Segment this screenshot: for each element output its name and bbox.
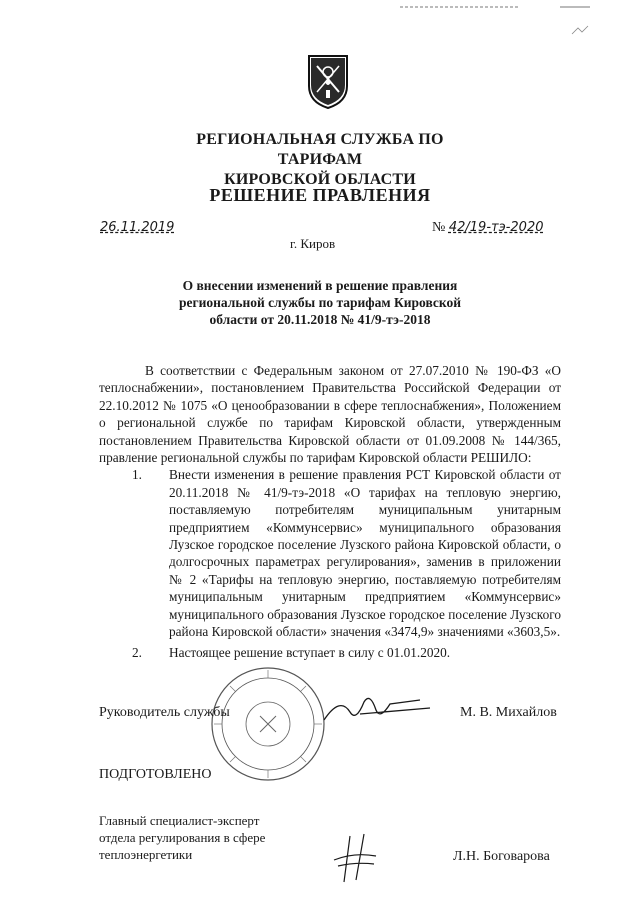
preparer-position-line3: теплоэнергетики bbox=[99, 847, 193, 862]
subject-line2: региональной службы по тарифам Кировской bbox=[178, 295, 462, 310]
signer-position: Руководитель службы bbox=[99, 705, 230, 720]
list-item-number: 1. bbox=[132, 467, 142, 483]
number-sign: № bbox=[432, 220, 446, 235]
list-item-number: 2. bbox=[132, 644, 142, 660]
organization-name bbox=[160, 130, 480, 190]
preparer-position-line1: Главный специалист-эксперт bbox=[99, 813, 260, 828]
coat-of-arms-emblem bbox=[305, 52, 351, 110]
decision-subject bbox=[170, 277, 470, 328]
document-type-title: РЕШЕНИЕ ПРАВЛЕНИЯ bbox=[209, 185, 431, 205]
official-stamp bbox=[208, 664, 328, 784]
subject-line1: О внесении изменений в решение правления bbox=[182, 278, 458, 293]
list-item bbox=[99, 644, 561, 661]
scan-artifact-mark bbox=[570, 24, 590, 36]
signer-name: М. В. Михайлов bbox=[460, 705, 557, 720]
decision-number bbox=[432, 220, 544, 236]
decision-number-value: 42/19-тэ-2020 bbox=[448, 220, 544, 235]
decision-body bbox=[99, 362, 561, 661]
decision-date bbox=[100, 220, 174, 236]
scan-artifact-line bbox=[400, 4, 590, 10]
preamble-paragraph: В соответствии с Федеральным законом от 27.07.2010 № 190-ФЗ «О теплоснабжении», постановлением Правительства Российской Федерации от 22.10.2012 № 1075 «О ценообразовании в сфере теплоснабжения», Положением о региональной службе по тарифам Кировской области, утвержденным постановлением Правительства Кировской области от 01.09.2008 № 144/365, правление региональной службы по тарифам Кировской области РЕШИЛО: bbox=[99, 363, 561, 466]
preparer-signature bbox=[330, 830, 380, 885]
preparer-position bbox=[99, 812, 289, 863]
preparer-position-line2: отдела регулирования в сфере bbox=[99, 830, 266, 845]
list-item-text: Настоящее решение вступает в силу с 01.01.2020. bbox=[169, 644, 451, 660]
list-item-text: Внести изменения в решение правления РСТ Кировской области от 20.11.2018 № 41/9-тэ-2018 «О тарифах на тепловую энергию, поставляемую потребителям муниципальным унитарным предприятием «Коммунсервис» муниципального образования Лузское городское поселение Лузского района Кировской области, о долгосрочных параметрах регулирования», заменив в приложении № 2 «Тарифы на тепловую энергию, поставляемую потребителям муниципальным унитарным предприятием «Коммунсервис» муниципального образования Лузское городское поселение Лузского района Кировской области» значения «3474,9» значениями «3603,5». bbox=[169, 467, 561, 640]
decision-date-value: 26.11.2019 bbox=[100, 220, 175, 235]
head-signature bbox=[320, 690, 440, 730]
organization-name-line2: КИРОВСКОЙ ОБЛАСТИ bbox=[224, 171, 416, 188]
subject-line3: области от 20.11.2018 № 41/9-тэ-2018 bbox=[209, 312, 431, 327]
preparer-name: Л.Н. Боговарова bbox=[453, 849, 550, 864]
city: г. Киров bbox=[290, 236, 336, 251]
list-item bbox=[99, 466, 561, 640]
prepared-label: ПОДГОТОВЛЕНО bbox=[99, 767, 212, 782]
organization-name-line1: РЕГИОНАЛЬНАЯ СЛУЖБА ПО ТАРИФАМ bbox=[196, 131, 444, 168]
